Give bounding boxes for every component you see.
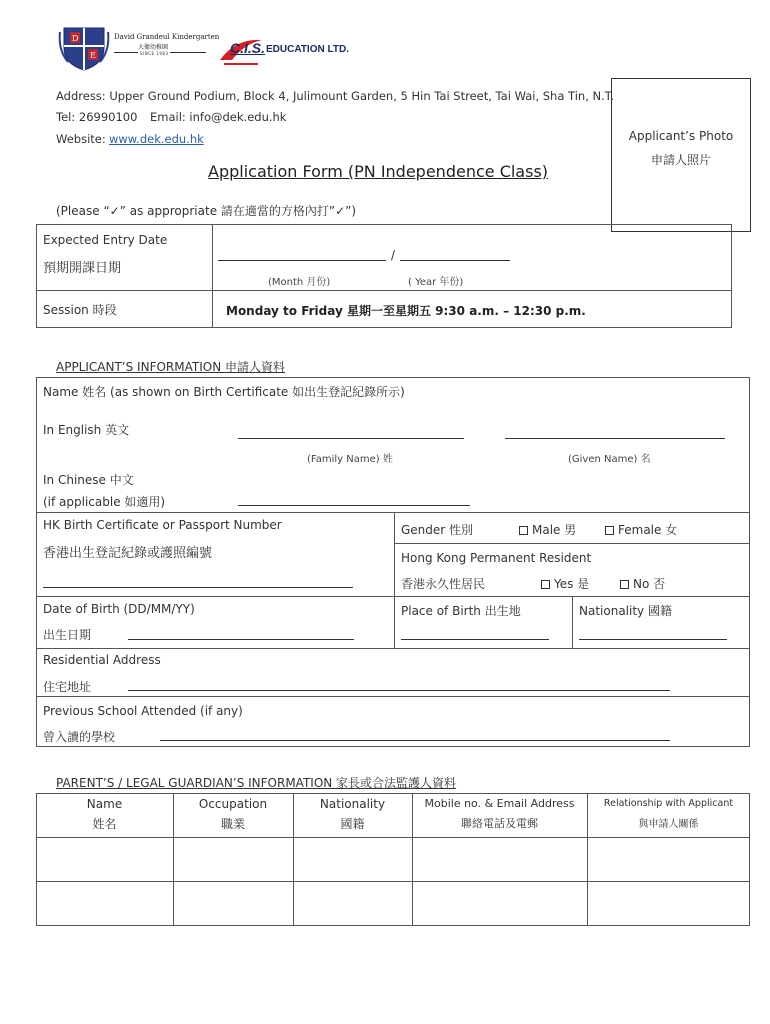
entry-year-field[interactable] bbox=[400, 260, 510, 261]
cis-company: EDUCATION LTD. bbox=[266, 44, 349, 55]
col-contact-zh: 聯絡電話及電郵 bbox=[461, 817, 538, 830]
col-name-en: Name bbox=[86, 797, 123, 811]
guardian-col-contact bbox=[412, 797, 587, 831]
pob-field[interactable] bbox=[401, 639, 549, 640]
hk-birth-field[interactable] bbox=[43, 587, 353, 588]
session-value: Monday to Friday 星期一至星期五 9:30 a.m. – 12:30 p.m. bbox=[226, 304, 586, 318]
family-name-field[interactable] bbox=[238, 438, 464, 439]
col-name-zh: 姓名 bbox=[92, 817, 117, 831]
guardian-col-nationality bbox=[293, 797, 412, 832]
cis-brand: C.I.S. bbox=[230, 40, 266, 56]
guardian-row-1[interactable] bbox=[37, 838, 749, 881]
family-name-hint: (Family Name) 姓 bbox=[307, 454, 393, 465]
photo-label-zh: 申請人照片 bbox=[650, 153, 711, 167]
dek-logo bbox=[58, 22, 220, 72]
residential-address-field[interactable] bbox=[128, 690, 670, 691]
col-contact-en: Mobile no. & Email Address bbox=[424, 797, 575, 810]
col-nationality-zh: 國籍 bbox=[340, 817, 365, 831]
session-label: Session 時段 bbox=[43, 303, 117, 317]
yes-label: Yes 是 bbox=[554, 577, 590, 591]
month-hint: (Month 月份) bbox=[268, 277, 331, 288]
hkpr-yes-option[interactable] bbox=[541, 575, 589, 592]
hkpr-label-zh: 香港永久性居民 bbox=[401, 577, 486, 591]
no-label: No 否 bbox=[633, 577, 666, 591]
dob-field[interactable] bbox=[128, 639, 354, 640]
residential-label-en: Residential Address bbox=[43, 653, 161, 667]
col-occupation-zh: 職業 bbox=[220, 817, 245, 831]
hk-birth-label-en: HK Birth Certificate or Passport Number bbox=[43, 518, 282, 532]
in-english-label: In English 英文 bbox=[43, 423, 130, 437]
dek-chinese-name: 大衛幼稚園 bbox=[138, 44, 169, 51]
name-label: Name 姓名 (as shown on Birth Certificate 如出生登記紀錄所示) bbox=[43, 385, 405, 399]
previous-school-label-en: Previous School Attended (if any) bbox=[43, 704, 243, 718]
guardian-col-relationship bbox=[587, 798, 750, 830]
applicant-photo-box bbox=[611, 78, 751, 232]
address-line: Address: Upper Ground Podium, Block 4, Julimount Garden, 5 Hin Tai Street, Tai Wai, Sha Tin, N.T. bbox=[56, 89, 615, 103]
entry-slash: / bbox=[391, 248, 396, 262]
if-applicable-label: (if applicable 如適用) bbox=[43, 495, 166, 509]
entry-date-label-en: Expected Entry Date bbox=[43, 233, 168, 247]
col-relationship-en: Relationship with Applicant bbox=[603, 798, 734, 809]
dek-crest-icon bbox=[58, 22, 110, 72]
dob-label-en: Date of Birth (DD/MM/YY) bbox=[43, 602, 195, 616]
website-label: Website: bbox=[56, 132, 106, 146]
previous-school-field[interactable] bbox=[160, 740, 670, 741]
entry-month-field[interactable] bbox=[218, 260, 386, 261]
male-label: Male 男 bbox=[532, 523, 577, 537]
tel-line: Tel: 26990100 bbox=[56, 110, 138, 124]
cis-logo bbox=[218, 34, 348, 66]
checkbox-icon[interactable] bbox=[541, 580, 550, 589]
female-label: Female 女 bbox=[618, 523, 678, 537]
col-nationality-en: Nationality bbox=[319, 797, 386, 811]
given-name-field[interactable] bbox=[505, 438, 725, 439]
nationality-field[interactable] bbox=[579, 639, 727, 640]
hkpr-label-en: Hong Kong Permanent Resident bbox=[401, 551, 592, 565]
email-line: Email: info@dek.edu.hk bbox=[150, 110, 287, 124]
guardian-col-name bbox=[36, 797, 173, 832]
residential-label-zh: 住宅地址 bbox=[43, 680, 92, 694]
dob-label-zh: 出生日期 bbox=[43, 628, 92, 642]
dek-since: SINCE 1983 bbox=[140, 51, 169, 56]
svg-text:D: D bbox=[72, 34, 79, 43]
hk-birth-label-zh: 香港出生登記紀錄或護照編號 bbox=[43, 546, 213, 561]
col-relationship-zh: 與申請人關係 bbox=[638, 819, 699, 830]
guardian-col-occupation bbox=[173, 797, 293, 832]
pob-label: Place of Birth 出生地 bbox=[401, 604, 521, 618]
gender-label: Gender 性別 bbox=[401, 523, 474, 537]
guardian-heading: PARENT’S / LEGAL GUARDIAN’S INFORMATION 家長或合法監護人資料 bbox=[56, 776, 457, 790]
nationality-label: Nationality 國籍 bbox=[579, 604, 672, 618]
website-link[interactable]: www.dek.edu.hk bbox=[109, 132, 204, 146]
checkbox-icon[interactable] bbox=[620, 580, 629, 589]
applicant-heading: APPLICANT’S INFORMATION 申請人資料 bbox=[56, 360, 285, 374]
svg-text:E: E bbox=[90, 51, 96, 60]
gender-male-option[interactable] bbox=[519, 521, 576, 538]
col-occupation-en: Occupation bbox=[198, 797, 268, 811]
chinese-name-field[interactable] bbox=[238, 505, 470, 506]
applicant-table bbox=[36, 377, 750, 747]
instruction: (Please “✓” as appropriate 請在適當的方格內打”✓”) bbox=[56, 204, 357, 218]
year-hint: ( Year 年份) bbox=[408, 277, 464, 288]
in-chinese-label: In Chinese 中文 bbox=[43, 473, 134, 487]
entry-date-label-zh: 預期開課日期 bbox=[43, 261, 122, 276]
checkbox-icon[interactable] bbox=[519, 526, 528, 535]
previous-school-label-zh: 曾入讀的學校 bbox=[43, 730, 116, 744]
photo-label-en: Applicant’s Photo bbox=[628, 129, 734, 143]
dek-name: David Grandeul Kindergarten bbox=[114, 33, 220, 41]
checkbox-icon[interactable] bbox=[605, 526, 614, 535]
given-name-hint: (Given Name) 名 bbox=[568, 454, 651, 465]
guardian-row-2[interactable] bbox=[37, 882, 749, 925]
gender-female-option[interactable] bbox=[605, 521, 677, 538]
form-title: Application Form (PN Independence Class) bbox=[208, 162, 549, 181]
hkpr-no-option[interactable] bbox=[620, 575, 665, 592]
